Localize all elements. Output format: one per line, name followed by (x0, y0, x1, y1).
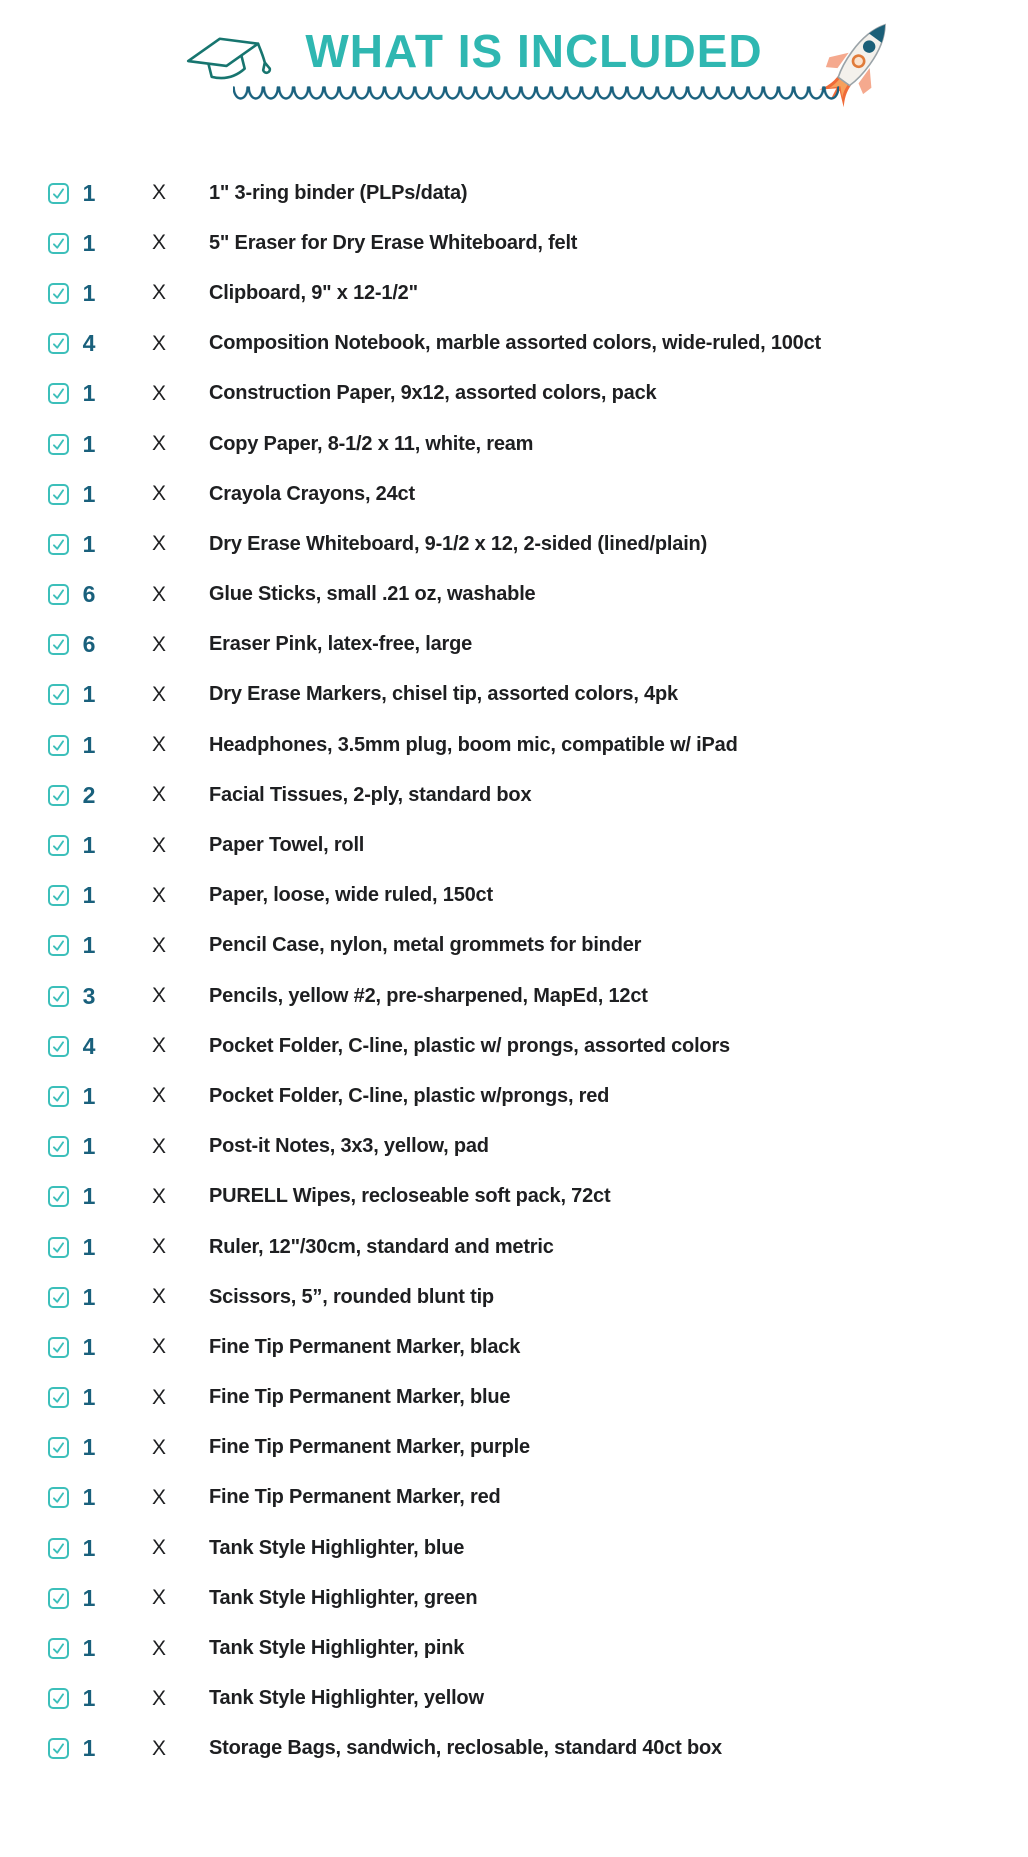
checkmark-icon (51, 838, 66, 853)
checkmark-icon (51, 1741, 66, 1756)
times-symbol: X (151, 1435, 166, 1459)
list-item (0, 871, 1028, 921)
item-checkbox[interactable] (48, 1437, 69, 1458)
item-desc: 5" Eraser for Dry Erase Whiteboard, felt (209, 231, 578, 254)
checkmark-icon (51, 1290, 66, 1305)
item-qty: 4 (82, 330, 96, 357)
item-desc: Fine Tip Permanent Marker, red (209, 1486, 501, 1509)
item-desc: Pocket Folder, C-line, plastic w/prongs, red (209, 1084, 610, 1107)
times-symbol: X (151, 1184, 166, 1208)
header (0, 0, 1028, 140)
checkmark-icon (51, 637, 66, 652)
list-item (0, 168, 1028, 218)
list-item (0, 1724, 1028, 1774)
item-desc: Crayola Crayons, 24ct (209, 482, 415, 505)
list-item (0, 570, 1028, 620)
item-desc: Pencil Case, nylon, metal grommets for binder (209, 934, 642, 957)
list-item (0, 1623, 1028, 1673)
times-symbol: X (151, 682, 166, 706)
list-item (0, 670, 1028, 720)
item-checkbox[interactable] (48, 1638, 69, 1659)
item-desc: Storage Bags, sandwich, reclosable, standard 40ct box (209, 1737, 722, 1760)
times-symbol: X (151, 733, 166, 757)
item-qty: 1 (82, 882, 96, 909)
list-item (0, 620, 1028, 670)
item-desc: Scissors, 5”, rounded blunt tip (209, 1285, 494, 1308)
list-item (0, 770, 1028, 820)
item-checkbox[interactable] (48, 735, 69, 756)
item-checkbox[interactable] (48, 1588, 69, 1609)
list-item (0, 820, 1028, 870)
item-desc: Copy Paper, 8-1/2 x 11, white, ream (209, 432, 534, 455)
times-symbol: X (151, 532, 166, 556)
times-symbol: X (151, 1235, 166, 1259)
item-desc: Tank Style Highlighter, yellow (209, 1687, 484, 1710)
included-items-list (0, 168, 1028, 1774)
item-qty: 1 (82, 1333, 96, 1360)
item-qty: 1 (82, 1384, 96, 1411)
item-qty: 1 (82, 1685, 96, 1712)
item-qty: 1 (82, 1735, 96, 1762)
list-item (0, 1523, 1028, 1573)
list-item (0, 1222, 1028, 1272)
item-checkbox[interactable] (48, 333, 69, 354)
item-qty: 1 (82, 832, 96, 859)
item-desc: Tank Style Highlighter, blue (209, 1536, 465, 1559)
checkmark-icon (51, 1691, 66, 1706)
item-qty: 1 (82, 179, 96, 206)
item-checkbox[interactable] (48, 1337, 69, 1358)
item-qty: 1 (82, 430, 96, 457)
times-symbol: X (151, 482, 166, 506)
item-desc: 1" 3-ring binder (PLPs/data) (209, 181, 468, 204)
item-checkbox[interactable] (48, 986, 69, 1007)
item-desc: Composition Notebook, marble assorted colors, wide-ruled, 100ct (209, 332, 821, 355)
checkmark-icon (51, 587, 66, 602)
checkmark-icon (51, 1039, 66, 1054)
times-symbol: X (151, 1335, 166, 1359)
item-checkbox[interactable] (48, 1387, 69, 1408)
item-checkbox[interactable] (48, 534, 69, 555)
item-qty: 1 (82, 1484, 96, 1511)
item-desc: Eraser Pink, latex-free, large (209, 633, 473, 656)
list-item (0, 1573, 1028, 1623)
item-qty: 1 (82, 1133, 96, 1160)
wave-divider-icon (233, 84, 839, 106)
item-desc: Dry Erase Markers, chisel tip, assorted colors, 4pk (209, 683, 678, 706)
item-desc: PURELL Wipes, recloseable soft pack, 72ct (209, 1185, 611, 1208)
checkmark-icon (51, 888, 66, 903)
item-qty: 2 (82, 781, 96, 808)
checkmark-icon (51, 938, 66, 953)
item-desc: Fine Tip Permanent Marker, black (209, 1335, 521, 1358)
item-checkbox[interactable] (48, 1738, 69, 1759)
times-symbol: X (151, 1485, 166, 1509)
times-symbol: X (151, 181, 166, 205)
times-symbol: X (151, 1636, 166, 1660)
item-desc: Pocket Folder, C-line, plastic w/ prongs, assorted colors (209, 1034, 730, 1057)
item-qty: 3 (82, 982, 96, 1009)
item-qty: 1 (82, 681, 96, 708)
item-desc: Paper Towel, roll (209, 834, 365, 857)
checkmark-icon (51, 1490, 66, 1505)
checkmark-icon (51, 738, 66, 753)
item-checkbox[interactable] (48, 835, 69, 856)
item-qty: 1 (82, 1183, 96, 1210)
item-qty: 1 (82, 1584, 96, 1611)
times-symbol: X (151, 231, 166, 255)
item-checkbox[interactable] (48, 1086, 69, 1107)
times-symbol: X (151, 432, 166, 456)
checkmark-icon (51, 236, 66, 251)
times-symbol: X (151, 1586, 166, 1610)
times-symbol: X (151, 984, 166, 1008)
item-desc: Paper, loose, wide ruled, 150ct (209, 884, 493, 907)
item-checkbox[interactable] (48, 233, 69, 254)
times-symbol: X (151, 632, 166, 656)
list-item (0, 1322, 1028, 1372)
list-item (0, 921, 1028, 971)
item-qty: 1 (82, 380, 96, 407)
checkmark-icon (51, 1641, 66, 1656)
list-item (0, 1071, 1028, 1121)
list-item (0, 1021, 1028, 1071)
times-symbol: X (151, 833, 166, 857)
checkmark-icon (51, 1591, 66, 1606)
page-title: WHAT IS INCLUDED (305, 25, 763, 77)
times-symbol: X (151, 1034, 166, 1058)
list-item (0, 419, 1028, 469)
checkmark-icon (51, 437, 66, 452)
item-desc: Tank Style Highlighter, pink (209, 1637, 465, 1660)
item-qty: 1 (82, 1434, 96, 1461)
times-symbol: X (151, 1736, 166, 1760)
item-checkbox[interactable] (48, 1688, 69, 1709)
item-checkbox[interactable] (48, 634, 69, 655)
item-checkbox[interactable] (48, 434, 69, 455)
list-item (0, 519, 1028, 569)
times-symbol: X (151, 783, 166, 807)
item-checkbox[interactable] (48, 584, 69, 605)
item-checkbox[interactable] (48, 684, 69, 705)
checkmark-icon (51, 537, 66, 552)
item-qty: 1 (82, 932, 96, 959)
item-checkbox[interactable] (48, 484, 69, 505)
checkmark-icon (51, 1240, 66, 1255)
times-symbol: X (151, 331, 166, 355)
times-symbol: X (151, 582, 166, 606)
item-qty: 6 (82, 631, 96, 658)
item-desc: Clipboard, 9" x 12-1/2" (209, 281, 418, 304)
list-item (0, 1423, 1028, 1473)
list-item (0, 1473, 1028, 1523)
item-qty: 1 (82, 1283, 96, 1310)
item-desc: Facial Tissues, 2-ply, standard box (209, 783, 532, 806)
item-qty: 1 (82, 229, 96, 256)
item-desc: Dry Erase Whiteboard, 9-1/2 x 12, 2-sided (lined/plain) (209, 532, 708, 555)
checkmark-icon (51, 286, 66, 301)
item-checkbox[interactable] (48, 1287, 69, 1308)
item-desc: Ruler, 12"/30cm, standard and metric (209, 1235, 554, 1258)
item-qty: 1 (82, 731, 96, 758)
item-desc: Fine Tip Permanent Marker, purple (209, 1436, 530, 1459)
list-item (0, 720, 1028, 770)
list-item (0, 218, 1028, 268)
checkmark-icon (51, 989, 66, 1004)
times-symbol: X (151, 1134, 166, 1158)
times-symbol: X (151, 883, 166, 907)
item-desc: Glue Sticks, small .21 oz, washable (209, 583, 536, 606)
item-qty: 1 (82, 1534, 96, 1561)
item-checkbox[interactable] (48, 283, 69, 304)
item-qty: 1 (82, 530, 96, 557)
item-checkbox[interactable] (48, 1487, 69, 1508)
checkmark-icon (51, 1340, 66, 1355)
item-checkbox[interactable] (48, 885, 69, 906)
item-desc: Fine Tip Permanent Marker, blue (209, 1386, 511, 1409)
list-item (0, 369, 1028, 419)
item-checkbox[interactable] (48, 1538, 69, 1559)
checkmark-icon (51, 386, 66, 401)
item-checkbox[interactable] (48, 1186, 69, 1207)
item-checkbox[interactable] (48, 935, 69, 956)
list-item (0, 1674, 1028, 1724)
list-item (0, 1272, 1028, 1322)
times-symbol: X (151, 1536, 166, 1560)
item-qty: 6 (82, 581, 96, 608)
checkmark-icon (51, 687, 66, 702)
item-qty: 4 (82, 1032, 96, 1059)
item-checkbox[interactable] (48, 1036, 69, 1057)
checkmark-icon (51, 1139, 66, 1154)
list-item (0, 1373, 1028, 1423)
checkmark-icon (51, 788, 66, 803)
item-desc: Pencils, yellow #2, pre-sharpened, MapEd, 12ct (209, 984, 648, 1007)
list-item (0, 1172, 1028, 1222)
checkmark-icon (51, 1189, 66, 1204)
item-desc: Construction Paper, 9x12, assorted colors, pack (209, 382, 657, 405)
list-item (0, 971, 1028, 1021)
checkmark-icon (51, 1541, 66, 1556)
item-checkbox[interactable] (48, 183, 69, 204)
item-checkbox[interactable] (48, 1136, 69, 1157)
item-qty: 1 (82, 1082, 96, 1109)
checkmark-icon (51, 1089, 66, 1104)
list-item (0, 469, 1028, 519)
item-qty: 1 (82, 1635, 96, 1662)
times-symbol: X (151, 1084, 166, 1108)
checkmark-icon (51, 1440, 66, 1455)
list-item (0, 319, 1028, 369)
checkmark-icon (51, 186, 66, 201)
times-symbol: X (151, 933, 166, 957)
item-desc: Post-it Notes, 3x3, yellow, pad (209, 1135, 489, 1158)
checkmark-icon (51, 336, 66, 351)
item-qty: 1 (82, 279, 96, 306)
item-qty: 1 (82, 480, 96, 507)
checkmark-icon (51, 1390, 66, 1405)
item-checkbox[interactable] (48, 383, 69, 404)
item-checkbox[interactable] (48, 1237, 69, 1258)
times-symbol: X (151, 1285, 166, 1309)
checkmark-icon (51, 487, 66, 502)
times-symbol: X (151, 381, 166, 405)
times-symbol: X (151, 1686, 166, 1710)
times-symbol: X (151, 1385, 166, 1409)
item-qty: 1 (82, 1233, 96, 1260)
item-desc: Tank Style Highlighter, green (209, 1586, 478, 1609)
list-item (0, 268, 1028, 318)
times-symbol: X (151, 281, 166, 305)
list-item (0, 1122, 1028, 1172)
item-desc: Headphones, 3.5mm plug, boom mic, compatible w/ iPad (209, 733, 738, 756)
item-checkbox[interactable] (48, 785, 69, 806)
